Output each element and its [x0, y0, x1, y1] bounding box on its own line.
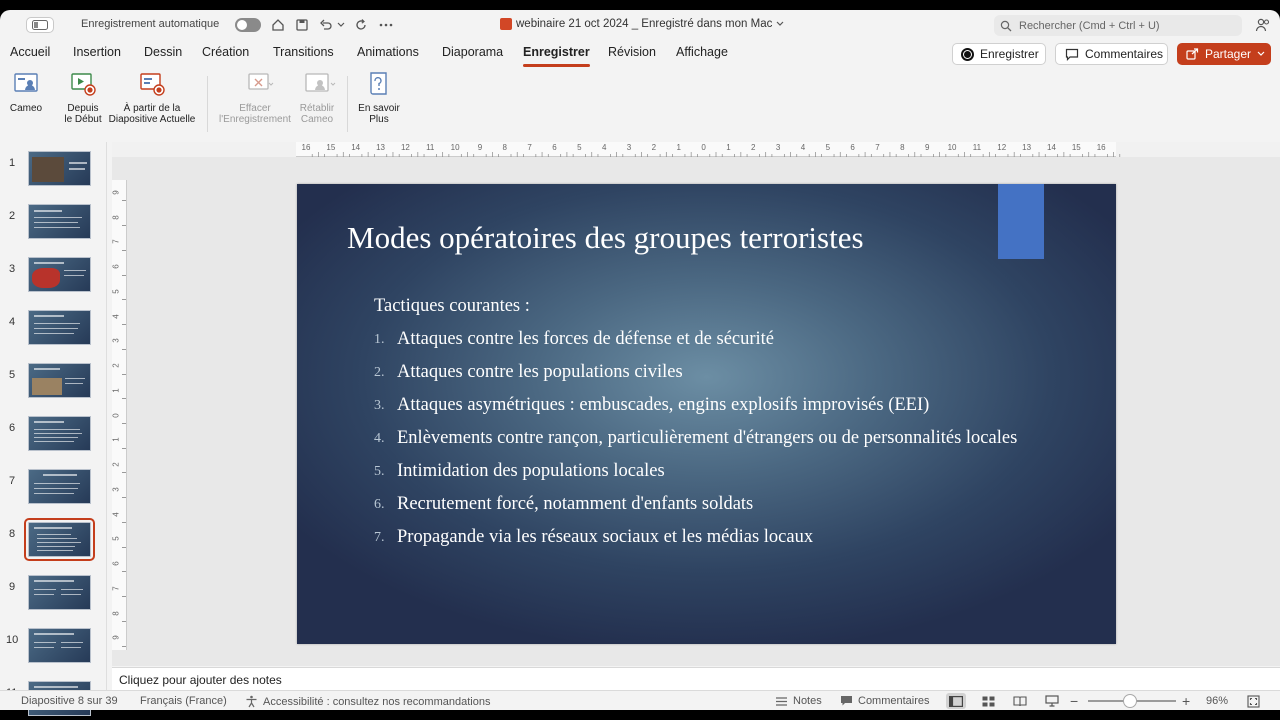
- tab-accueil[interactable]: Accueil: [10, 45, 51, 59]
- thumbnail-number: 2: [9, 210, 16, 222]
- undo-icon[interactable]: [317, 16, 335, 34]
- ruler-tick-label: 3: [626, 143, 632, 152]
- thumbnail-number: 3: [9, 263, 16, 275]
- fit-to-window-button[interactable]: [1243, 693, 1263, 709]
- from-current-label-1: À partir de la: [123, 103, 181, 114]
- tab-dessin[interactable]: Dessin: [144, 45, 183, 59]
- slide-counter: Diapositive 8 sur 39: [21, 695, 118, 707]
- comments-button[interactable]: [1055, 43, 1168, 65]
- book-icon: [1013, 696, 1027, 707]
- slide-thumbnail[interactable]: [28, 151, 91, 186]
- list-item-text: Enlèvements contre rançon, particulièrement d'étrangers ou de personnalités locales: [397, 428, 1018, 448]
- grid-view-icon: [982, 696, 995, 707]
- document-title-text: webinaire 21 oct 2024 _ Enregistré dans mon Mac: [516, 18, 773, 30]
- ruler-tick-label: 6: [850, 143, 855, 152]
- ruler-tick-label: 8: [111, 215, 121, 220]
- list-item-text: Attaques contre les forces de défense et de sécurité: [397, 329, 775, 349]
- slide-thumbnail[interactable]: [28, 363, 91, 398]
- tab-insertion[interactable]: Insertion: [73, 45, 121, 59]
- ruler-tick-label: 6: [111, 264, 121, 269]
- slide-thumbnail-selected[interactable]: [28, 522, 91, 557]
- accessibility-label: Accessibilité : consultez nos recommandations: [263, 695, 491, 708]
- ruler-tick-label: 0: [111, 412, 121, 418]
- slide-intro-text[interactable]: Tactiques courantes :: [374, 296, 530, 316]
- ruler-tick-label: 1: [111, 437, 121, 443]
- list-item-text: Intimidation des populations locales: [397, 461, 665, 481]
- reading-view-button[interactable]: [1010, 693, 1030, 709]
- normal-view-icon: [949, 696, 963, 707]
- thumbnail-slide-5[interactable]: [0, 359, 107, 399]
- thumbnail-slide-9[interactable]: [0, 571, 107, 611]
- list-number: 1.: [374, 332, 385, 347]
- autosave-label: Enregistrement automatique: [81, 18, 220, 30]
- ruler-tick-label: 3: [111, 338, 121, 344]
- ruler-tick: [122, 225, 126, 226]
- reset-label-1: Rétablir: [299, 103, 335, 114]
- autosave-toggle[interactable]: [235, 18, 261, 32]
- list-item: [374, 327, 1055, 351]
- title-chevron-down-icon: [776, 21, 784, 27]
- ruler-tick-label: 16: [1096, 143, 1106, 152]
- redo-icon[interactable]: [352, 16, 370, 34]
- document-title[interactable]: [500, 18, 784, 30]
- list-number: 4.: [374, 431, 385, 446]
- ruler-tick-label: 15: [1071, 143, 1081, 152]
- from-start-label-2: le Début: [64, 114, 102, 125]
- comment-icon: [840, 695, 853, 707]
- thumbnail-slide-4[interactable]: [0, 306, 107, 346]
- ruler-tick-label: 10: [450, 143, 460, 152]
- powerpoint-icon: [500, 18, 512, 30]
- slide-numbered-list[interactable]: [374, 327, 1055, 558]
- ruler-tick: [122, 299, 126, 300]
- share-people-icon[interactable]: [1254, 16, 1272, 34]
- thumbnail-slide-3[interactable]: [0, 253, 107, 293]
- thumbnail-number: 10: [6, 634, 19, 646]
- slide-title[interactable]: Modes opératoires des groupes terroristes: [347, 220, 864, 255]
- ribbon-commands: [0, 70, 1280, 136]
- zoom-out-icon[interactable]: −: [1070, 693, 1079, 709]
- thumbnail-number: 5: [9, 369, 16, 381]
- ruler-tick-label: 13: [376, 143, 385, 152]
- ruler-tick-label: 5: [577, 143, 582, 152]
- slide-accent-bar: [998, 184, 1044, 259]
- search-input[interactable]: [994, 15, 1242, 36]
- ruler-tick-label: 9: [111, 635, 121, 640]
- thumbnail-slide-10[interactable]: [0, 624, 107, 664]
- ruler-tick-label: 4: [111, 511, 121, 517]
- slide-thumbnail[interactable]: [28, 469, 91, 504]
- notes-pane[interactable]: [112, 667, 1280, 692]
- clear-recording-icon: [241, 70, 269, 98]
- thumbnail-number: 4: [9, 316, 16, 328]
- list-item-text: Attaques contre les populations civiles: [397, 362, 683, 382]
- cameo-label: Cameo: [9, 103, 43, 114]
- notes-toggle[interactable]: [775, 695, 822, 707]
- ruler-tick: [122, 250, 126, 251]
- slide-thumbnails-panel[interactable]: [0, 142, 107, 690]
- search-icon: [1000, 20, 1012, 32]
- more-options-icon[interactable]: [377, 16, 395, 34]
- list-item: [374, 492, 1055, 516]
- normal-view-button[interactable]: [946, 693, 966, 709]
- list-number: 2.: [374, 365, 385, 380]
- comments-toggle-label: Commentaires: [858, 695, 930, 707]
- ruler-tick-label: 3: [775, 143, 781, 152]
- horizontal-ruler: [296, 142, 1116, 157]
- ruler-tick-label: 4: [601, 143, 607, 152]
- ruler-tick-label: 11: [426, 143, 435, 152]
- thumbnail-number: 1: [9, 157, 16, 169]
- tab-affichage[interactable]: Affichage: [676, 45, 728, 59]
- ruler-tick-label: 8: [900, 143, 905, 152]
- vertical-ruler: [112, 180, 127, 650]
- notes-toggle-label: Notes: [793, 695, 822, 707]
- share-icon: [1186, 48, 1199, 60]
- learn-label-1: En savoir: [358, 103, 400, 114]
- share-button-label: Partager: [1205, 47, 1252, 61]
- thumbnail-number: 6: [9, 422, 16, 434]
- reset-cameo-icon: [303, 70, 331, 98]
- tab-diaporama[interactable]: Diaporama: [442, 45, 504, 59]
- slide-thumbnail[interactable]: [28, 575, 91, 610]
- ruler-tick-label: 14: [351, 143, 361, 152]
- list-item-text: Propagande via les réseaux sociaux et les médias locaux: [397, 527, 814, 547]
- ruler-tick-label: 9: [924, 143, 930, 152]
- learn-more-button[interactable]: [356, 70, 402, 125]
- ruler-tick-label: 14: [1047, 143, 1056, 152]
- ruler-tick-label: 11: [972, 143, 982, 152]
- search-placeholder: Rechercher (Cmd + Ctrl + U): [1019, 19, 1160, 32]
- ruler-tick-label: 3: [111, 487, 121, 492]
- from-current-label-2: Diapositive Actuelle: [108, 114, 196, 125]
- ruler-tick-label: 6: [111, 561, 121, 566]
- ruler-tick-label: 16: [301, 143, 311, 152]
- ruler-tick: [122, 324, 126, 325]
- reset-cameo-button[interactable]: [296, 70, 338, 125]
- ruler-tick-label: 1: [111, 388, 121, 393]
- ruler-tick-label: 2: [111, 363, 121, 368]
- record-icon: [961, 48, 974, 61]
- ruler-tick-label: 7: [111, 586, 121, 591]
- learn-label-2: Plus: [369, 114, 389, 125]
- ruler-tick: [122, 547, 126, 548]
- thumbnail-slide-7[interactable]: [0, 465, 107, 505]
- help-book-icon: [365, 70, 393, 98]
- accessibility-icon: [245, 695, 258, 708]
- status-bar: [0, 690, 1280, 710]
- notes-placeholder: Cliquez pour ajouter des notes: [119, 673, 282, 687]
- thumbnail-number: 8: [9, 528, 16, 540]
- reset-label-2: Cameo: [300, 114, 334, 125]
- ruler-tick-label: 15: [326, 143, 336, 152]
- slide-thumbnail[interactable]: [28, 416, 91, 451]
- record-button-label: Enregistrer: [980, 47, 1039, 61]
- sidebar-toggle-icon[interactable]: [26, 17, 54, 33]
- ruler-tick-label: 6: [552, 143, 557, 152]
- ruler-tick-label: 2: [651, 143, 657, 152]
- ruler-tick: [122, 423, 126, 424]
- home-icon[interactable]: [269, 16, 287, 34]
- thumbnail-slide-1[interactable]: [0, 147, 107, 187]
- share-button[interactable]: [1177, 43, 1271, 65]
- list-item: [374, 459, 1055, 483]
- share-chevron-down-icon: [1257, 51, 1265, 57]
- ruler-tick: [122, 621, 126, 622]
- ruler-tick: [122, 522, 126, 523]
- accessibility-status[interactable]: [245, 695, 490, 708]
- list-item-text: Recrutement forcé, notamment d'enfants soldats: [397, 494, 754, 514]
- comment-icon: [1065, 48, 1079, 61]
- zoom-level[interactable]: 96%: [1206, 695, 1229, 707]
- ribbon-divider: [347, 76, 348, 132]
- slideshow-button[interactable]: [1042, 693, 1062, 709]
- list-item: [374, 525, 1055, 549]
- ruler-tick-label: 12: [997, 143, 1007, 152]
- slide-thumbnail[interactable]: [28, 257, 91, 292]
- record-button[interactable]: [952, 43, 1046, 65]
- tab-creation[interactable]: Création: [202, 45, 250, 59]
- list-item: [374, 360, 1055, 384]
- ruler-tick: [122, 398, 126, 399]
- cameo-button[interactable]: [8, 70, 44, 114]
- ruler-tick: [122, 448, 126, 449]
- zoom-in-icon[interactable]: +: [1182, 693, 1191, 709]
- slide-thumbnail[interactable]: [28, 628, 91, 663]
- ruler-tick-label: 7: [527, 143, 532, 152]
- ruler-tick-label: 7: [875, 143, 880, 152]
- zoom-slider-handle[interactable]: [1123, 694, 1137, 708]
- slide-sorter-button[interactable]: [978, 693, 998, 709]
- ruler-tick-label: 10: [947, 143, 957, 152]
- ruler-tick: [122, 472, 126, 473]
- from-start-label-1: Depuis: [67, 103, 99, 114]
- ruler-tick-label: 5: [825, 143, 831, 152]
- record-from-current-button[interactable]: [105, 70, 199, 125]
- cameo-icon: [12, 70, 40, 98]
- ruler-tick-label: 1: [676, 143, 681, 152]
- ruler-tick-label: 5: [111, 289, 121, 294]
- slide-thumbnail[interactable]: [28, 310, 91, 345]
- comments-toggle[interactable]: [840, 695, 930, 707]
- record-from-current-icon: [138, 70, 166, 98]
- list-number: 6.: [374, 497, 385, 512]
- fit-window-icon: [1247, 695, 1260, 708]
- powerpoint-window: [0, 10, 1280, 710]
- list-number: 5.: [374, 464, 385, 479]
- thumbnail-slide-2[interactable]: [0, 200, 107, 240]
- list-item: [374, 426, 1055, 450]
- save-icon[interactable]: [293, 16, 311, 34]
- ruler-tick-label: 8: [111, 610, 121, 616]
- ruler-tick-label: 2: [111, 462, 121, 467]
- ruler-tick: [122, 275, 126, 276]
- clear-recording-button[interactable]: [216, 70, 294, 125]
- ruler-tick: [122, 349, 126, 350]
- record-from-start-icon: [69, 70, 97, 98]
- undo-chevron-down-icon[interactable]: [335, 16, 347, 34]
- ruler-tick-label: 1: [726, 143, 731, 152]
- list-number: 7.: [374, 530, 385, 545]
- ruler-tick-label: 4: [800, 143, 806, 152]
- ruler-tick-label: 7: [111, 239, 121, 245]
- ruler-tick-label: 2: [751, 143, 756, 152]
- ruler-tick-label: 5: [111, 536, 121, 542]
- presentation-icon: [1045, 695, 1059, 707]
- clear-label-1: Effacer: [239, 103, 271, 114]
- thumbnail-number: 7: [9, 475, 16, 487]
- ruler-tick-label: 8: [502, 143, 508, 152]
- thumbnail-slide-8[interactable]: [0, 518, 107, 558]
- tab-revision[interactable]: Révision: [608, 45, 656, 59]
- ruler-tick-label: 9: [477, 143, 483, 152]
- comments-button-label: Commentaires: [1085, 47, 1164, 61]
- current-slide[interactable]: [297, 184, 1116, 644]
- ruler-tick: [122, 200, 126, 201]
- ruler-tick-label: 12: [400, 143, 410, 152]
- ruler-tick-label: 13: [1022, 143, 1032, 152]
- ruler-tick: [122, 646, 126, 647]
- thumbnail-number: 9: [9, 581, 16, 593]
- ribbon-divider: [207, 76, 208, 132]
- tab-animations[interactable]: Animations: [357, 45, 419, 59]
- tab-transitions[interactable]: Transitions: [273, 45, 334, 59]
- language-status[interactable]: Français (France): [140, 695, 227, 707]
- ruler-tick: [122, 497, 126, 498]
- list-number: 3.: [374, 398, 385, 413]
- notes-icon: [775, 696, 788, 707]
- ruler-tick: [122, 571, 126, 572]
- ruler-tick-label: 9: [111, 190, 121, 195]
- record-from-start-button[interactable]: [62, 70, 104, 125]
- ruler-tick-label: 4: [111, 313, 121, 319]
- ruler-tick: [122, 596, 126, 597]
- thumbnail-slide-6[interactable]: [0, 412, 107, 452]
- list-item: [374, 393, 1055, 417]
- slide-thumbnail[interactable]: [28, 204, 91, 239]
- list-item-text: Attaques asymétriques : embuscades, engins explosifs improvisés (EEI): [397, 395, 930, 415]
- ruler-tick: [122, 374, 126, 375]
- title-bar: [0, 10, 1280, 40]
- ruler-tick-label: 0: [701, 143, 706, 152]
- clear-label-2: l'Enregistrement: [219, 114, 291, 125]
- tab-enregistrer[interactable]: Enregistrer: [523, 45, 590, 59]
